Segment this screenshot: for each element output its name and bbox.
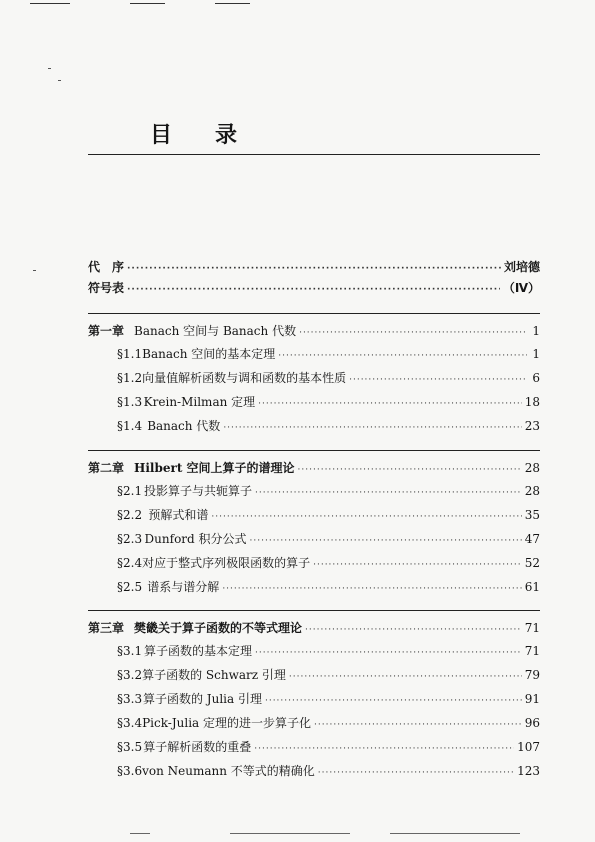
section-number: §2.1 xyxy=(117,484,143,498)
dot-leader xyxy=(254,740,514,758)
section-page: 35 xyxy=(524,508,540,522)
chapter-number: 第一章 xyxy=(88,324,125,338)
section-page: 107 xyxy=(517,740,540,754)
scan-speck xyxy=(58,80,61,81)
toc-section[interactable] xyxy=(117,738,540,756)
section-title: 谱系与谱分解 xyxy=(147,580,220,594)
scan-speck xyxy=(48,68,51,69)
chapter-rule xyxy=(88,450,540,451)
toc-section[interactable] xyxy=(117,369,540,387)
section-title: 向量值解析函数与调和函数的基本性质 xyxy=(142,371,347,385)
chapter-page: 71 xyxy=(524,621,540,635)
toc-section[interactable] xyxy=(117,345,540,363)
scan-edge-line xyxy=(390,833,520,834)
scan-edge-line xyxy=(130,833,150,834)
section-number: §2.3 xyxy=(117,532,143,546)
toc-section[interactable] xyxy=(117,666,540,684)
section-number: §3.6 xyxy=(117,764,143,778)
dot-leader xyxy=(127,260,501,278)
section-page: 1 xyxy=(532,347,540,361)
section-title: 算子函数的 Julia 引理 xyxy=(142,692,262,706)
section-number: §3.4 xyxy=(117,716,143,730)
section-number: §3.2 xyxy=(117,668,143,682)
entry-label: 代 序 xyxy=(88,260,125,274)
section-number: §1.4 xyxy=(117,419,143,433)
scan-edge-line xyxy=(30,3,70,4)
dot-leader xyxy=(305,621,522,639)
section-number: §2.2 xyxy=(117,508,143,522)
toc-section[interactable] xyxy=(117,554,540,572)
section-page: 123 xyxy=(517,764,540,778)
dot-leader xyxy=(211,508,521,526)
scan-speck xyxy=(33,270,36,271)
section-page: 71 xyxy=(524,644,540,658)
chapter-page: 1 xyxy=(532,324,540,338)
section-title: Pick-Julia 定理的进一步算子化 xyxy=(142,716,312,730)
toc-section[interactable] xyxy=(117,642,540,660)
section-number: §3.3 xyxy=(117,692,143,706)
section-page: 23 xyxy=(524,419,540,433)
entry-label: 符号表 xyxy=(88,281,125,295)
section-number: §1.1 xyxy=(117,347,143,361)
title-char-1: 目 xyxy=(150,122,173,148)
dot-leader xyxy=(313,556,522,574)
section-title: Banach 代数 xyxy=(147,419,221,433)
dot-leader xyxy=(298,461,522,479)
dot-leader xyxy=(278,347,527,365)
section-page: 6 xyxy=(532,371,540,385)
title-rule xyxy=(88,154,540,155)
scan-edge-line xyxy=(215,3,250,4)
chapter-rule xyxy=(88,610,540,611)
section-page: 52 xyxy=(524,556,540,570)
dot-leader xyxy=(265,692,522,710)
chapter-number: 第二章 xyxy=(88,461,125,475)
dot-leader xyxy=(318,764,514,782)
scan-edge-line xyxy=(130,3,165,4)
title-char-2: 录 xyxy=(215,122,238,148)
section-title: 算子函数的基本定理 xyxy=(143,644,252,658)
entry-page: 刘培德 xyxy=(503,260,540,274)
chapter-title: Banach 空间与 Banach 代数 xyxy=(134,324,297,338)
section-title: Banach 空间的基本定理 xyxy=(142,347,276,361)
dot-leader xyxy=(250,532,522,550)
section-page: 47 xyxy=(524,532,540,546)
section-number: §2.4 xyxy=(117,556,143,570)
toc-section[interactable] xyxy=(117,393,540,411)
dot-leader xyxy=(223,419,521,437)
dot-leader xyxy=(258,395,522,413)
section-page: 91 xyxy=(524,692,540,706)
toc-section[interactable] xyxy=(117,506,540,524)
chapter-number: 第三章 xyxy=(88,621,125,635)
toc-section[interactable] xyxy=(117,578,540,596)
section-title: 算子函数的 Schwarz 引理 xyxy=(142,668,286,682)
chapter-title: Hilbert 空间上算子的谱理论 xyxy=(134,461,295,475)
toc-entry-preface[interactable] xyxy=(88,258,540,276)
toc-section[interactable] xyxy=(117,417,540,435)
chapter-title: 樊畿关于算子函数的不等式理论 xyxy=(134,621,303,635)
chapter-rule xyxy=(88,313,540,314)
dot-leader xyxy=(255,644,522,662)
toc-chapter-3[interactable] xyxy=(88,619,540,637)
toc-section[interactable] xyxy=(117,482,540,500)
section-page: 96 xyxy=(524,716,540,730)
dot-leader xyxy=(289,668,522,686)
section-number: §2.5 xyxy=(117,580,143,594)
section-page: 61 xyxy=(524,580,540,594)
section-page: 28 xyxy=(524,484,540,498)
dot-leader xyxy=(255,484,522,502)
scan-edge-line xyxy=(230,833,350,834)
toc-section[interactable] xyxy=(117,690,540,708)
toc-chapter-2[interactable] xyxy=(88,459,540,477)
section-title: von Neumann 不等式的精确化 xyxy=(142,764,315,778)
section-page: 79 xyxy=(524,668,540,682)
dot-leader xyxy=(349,371,527,389)
toc-section[interactable] xyxy=(117,530,540,548)
section-number: §1.3 xyxy=(117,395,143,409)
section-title: 投影算子与共轭算子 xyxy=(143,484,252,498)
entry-page: （Ⅳ） xyxy=(502,281,540,295)
toc-chapter-1[interactable] xyxy=(88,322,540,340)
section-title: Krein-Milman 定理 xyxy=(143,395,256,409)
dot-leader xyxy=(222,580,521,598)
toc-section[interactable] xyxy=(117,714,540,732)
section-title: 对应于整式序列极限函数的算子 xyxy=(142,556,311,570)
section-number: §3.1 xyxy=(117,644,143,658)
section-number: §3.5 xyxy=(117,740,143,754)
dot-leader xyxy=(314,716,522,734)
section-page: 18 xyxy=(524,395,540,409)
section-number: §1.2 xyxy=(117,371,143,385)
dot-leader xyxy=(127,281,500,299)
toc-section[interactable] xyxy=(117,762,540,780)
section-title: 算子解析函数的重叠 xyxy=(143,740,252,754)
chapter-page: 28 xyxy=(524,461,540,475)
section-title: 预解式和谱 xyxy=(148,508,209,522)
dot-leader xyxy=(299,324,527,342)
section-title: Dunford 积分公式 xyxy=(144,532,247,546)
toc-entry-symbols[interactable] xyxy=(88,279,540,297)
